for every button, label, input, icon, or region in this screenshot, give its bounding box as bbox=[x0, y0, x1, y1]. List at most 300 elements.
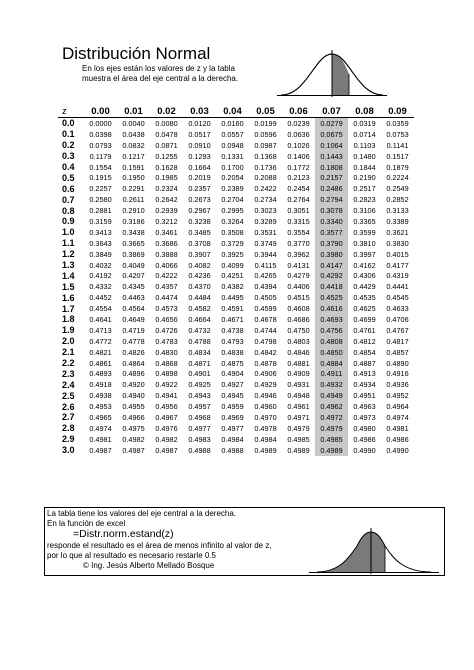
table-cell: 0.1879 bbox=[386, 162, 409, 172]
table-cell: 0.1443 bbox=[315, 151, 348, 162]
table-cell: 0.4978 bbox=[254, 423, 277, 433]
table-cell: 0.3577 bbox=[315, 227, 348, 238]
table-cell: 0.4918 bbox=[89, 380, 112, 390]
table-cell: 0.4974 bbox=[89, 423, 112, 433]
table-cell: 0.3790 bbox=[315, 238, 348, 249]
table-cell: 0.4463 bbox=[122, 293, 145, 303]
table-row bbox=[58, 249, 414, 260]
table-cell: 0.4664 bbox=[188, 314, 211, 324]
table-cell: 0.4192 bbox=[89, 271, 112, 281]
table-cell: 0.4969 bbox=[221, 412, 244, 422]
column-header: 0.07 bbox=[322, 105, 341, 117]
table-cell: 0.3159 bbox=[89, 216, 112, 226]
table-cell: 0.4798 bbox=[254, 336, 277, 346]
table-cell: 0.4678 bbox=[254, 314, 277, 324]
table-cell: 0.4989 bbox=[254, 445, 277, 455]
table-cell: 0.4884 bbox=[315, 358, 348, 369]
table-cell: 0.4049 bbox=[122, 260, 145, 270]
table-cell: 0.3186 bbox=[122, 216, 145, 226]
excel-formula: =Distr.norm.estand(z) bbox=[73, 528, 174, 540]
z-value: 2.3 bbox=[62, 368, 75, 379]
table-cell: 0.4357 bbox=[155, 282, 178, 292]
table-cell: 0.2486 bbox=[315, 183, 348, 194]
table-cell: 0.4292 bbox=[315, 270, 348, 281]
table-cell: 0.1179 bbox=[89, 151, 112, 161]
table-cell: 0.4932 bbox=[315, 379, 348, 390]
table-row bbox=[58, 162, 414, 173]
table-row bbox=[58, 151, 414, 162]
z-value: 0.5 bbox=[62, 172, 75, 183]
table-cell: 0.3962 bbox=[287, 249, 310, 259]
table-row bbox=[58, 325, 414, 336]
table-cell: 0.4940 bbox=[122, 391, 145, 401]
table-cell: 0.4948 bbox=[287, 391, 310, 401]
table-cell: 0.2642 bbox=[155, 195, 178, 205]
table-cell: 0.4985 bbox=[315, 434, 348, 445]
table-cell: 0.0478 bbox=[155, 129, 178, 139]
table-cell: 0.0239 bbox=[282, 118, 315, 129]
table-cell: 0.4990 bbox=[386, 445, 409, 455]
z-value: 2.1 bbox=[62, 347, 75, 358]
table-cell: 0.4941 bbox=[155, 391, 178, 401]
table-cell: 0.0948 bbox=[221, 140, 244, 150]
table-cell: 0.1591 bbox=[122, 162, 145, 172]
table-cell: 0.3461 bbox=[155, 227, 178, 237]
table-cell: 0.4808 bbox=[315, 336, 348, 347]
table-cell: 0.4936 bbox=[386, 380, 409, 390]
table-cell: 0.4857 bbox=[386, 347, 409, 357]
table-row bbox=[58, 194, 414, 205]
table-cell: 0.4927 bbox=[221, 380, 244, 390]
table-cell: 0.4982 bbox=[155, 434, 178, 444]
table-cell: 0.3389 bbox=[386, 216, 409, 226]
table-cell: 0.3078 bbox=[315, 205, 348, 216]
table-cell: 0.3729 bbox=[221, 238, 244, 248]
table-cell: 0.4222 bbox=[155, 271, 178, 281]
table-cell: 0.3686 bbox=[155, 238, 178, 248]
z-value: 1.5 bbox=[62, 281, 75, 292]
table-cell: 0.4162 bbox=[353, 260, 376, 270]
z-value: 1.0 bbox=[62, 227, 75, 238]
table-cell: 0.3980 bbox=[315, 249, 348, 260]
table-cell: 0.3051 bbox=[287, 206, 310, 216]
table-cell: 0.2881 bbox=[89, 206, 112, 216]
table-cell: 0.4803 bbox=[287, 336, 310, 346]
table-cell: 0.4911 bbox=[315, 368, 348, 379]
table-cell: 0.4955 bbox=[122, 402, 145, 412]
table-cell: 0.4868 bbox=[155, 358, 178, 368]
table-cell: 0.0793 bbox=[89, 140, 112, 150]
table-row bbox=[58, 281, 414, 292]
table-cell: 0.1331 bbox=[221, 151, 244, 161]
table-row bbox=[58, 205, 414, 216]
table-row bbox=[58, 216, 414, 227]
table-cell: 0.4964 bbox=[386, 402, 409, 412]
table-cell: 0.3621 bbox=[386, 227, 409, 237]
table-cell: 0.4963 bbox=[353, 402, 376, 412]
table-cell: 0.4177 bbox=[386, 260, 409, 270]
table-row bbox=[58, 260, 414, 271]
table-row bbox=[58, 423, 414, 434]
table-cell: 0.4573 bbox=[155, 304, 178, 314]
table-cell: 0.0120 bbox=[183, 118, 216, 129]
table-row bbox=[58, 368, 414, 379]
table-cell: 0.2019 bbox=[188, 173, 211, 183]
table-cell: 0.4981 bbox=[89, 434, 112, 444]
table-row bbox=[58, 412, 414, 423]
table-cell: 0.3264 bbox=[221, 216, 244, 226]
table-row bbox=[58, 172, 414, 183]
table-cell: 0.0517 bbox=[188, 129, 211, 139]
table-cell: 0.0987 bbox=[254, 140, 277, 150]
table-cell: 0.3944 bbox=[254, 249, 277, 259]
z-value: 1.7 bbox=[62, 303, 75, 314]
table-cell: 0.4767 bbox=[386, 325, 409, 335]
table-cell: 0.4265 bbox=[254, 271, 277, 281]
table-cell: 0.0319 bbox=[348, 118, 381, 129]
table-cell: 0.3340 bbox=[315, 216, 348, 227]
column-header: 0.00 bbox=[91, 105, 110, 117]
z-value: 1.9 bbox=[62, 325, 75, 336]
table-cell: 0.1103 bbox=[353, 140, 376, 150]
table-row bbox=[58, 270, 414, 281]
table-cell: 0.2910 bbox=[122, 206, 145, 216]
table-cell: 0.0438 bbox=[122, 129, 145, 139]
table-cell: 0.4732 bbox=[188, 325, 211, 335]
table-cell: 0.4981 bbox=[386, 423, 409, 433]
table-cell: 0.4616 bbox=[315, 303, 348, 314]
table-cell: 0.1844 bbox=[353, 162, 376, 172]
table-cell: 0.4987 bbox=[155, 445, 178, 455]
table-cell: 0.4633 bbox=[386, 304, 409, 314]
note-line-3: responde el resultado es el área de menos infinito al valor de z, bbox=[47, 541, 272, 550]
table-cell: 0.4599 bbox=[254, 304, 277, 314]
note-line-4: por lo que al resultado es necesario restarle 0.5 bbox=[47, 551, 216, 560]
table-cell: 0.4608 bbox=[287, 304, 310, 314]
table-cell: 0.4968 bbox=[188, 412, 211, 422]
z-value: 1.6 bbox=[62, 292, 75, 303]
table-cell: 0.4957 bbox=[188, 402, 211, 412]
bell-curve-bottom-figure bbox=[309, 526, 439, 576]
table-cell: 0.3508 bbox=[221, 227, 244, 237]
table-cell: 0.4951 bbox=[353, 391, 376, 401]
z-value: 0.4 bbox=[62, 162, 75, 172]
table-cell: 0.4986 bbox=[386, 434, 409, 444]
table-cell: 0.0871 bbox=[155, 140, 178, 150]
table-cell: 0.2794 bbox=[315, 194, 348, 205]
table-cell: 0.4713 bbox=[89, 325, 112, 335]
column-header: 0.04 bbox=[223, 105, 242, 117]
table-cell: 0.4960 bbox=[254, 402, 277, 412]
table-cell: 0.1026 bbox=[287, 140, 310, 150]
table-cell: 0.4985 bbox=[287, 434, 310, 444]
table-cell: 0.1293 bbox=[188, 151, 211, 161]
table-cell: 0.3925 bbox=[221, 249, 244, 259]
table-cell: 0.4962 bbox=[315, 401, 348, 412]
table-cell: 0.1736 bbox=[254, 162, 277, 172]
table-cell: 0.4979 bbox=[287, 423, 310, 433]
table-cell: 0.0675 bbox=[315, 129, 348, 140]
table-cell: 0.4750 bbox=[287, 325, 310, 335]
table-cell: 0.4706 bbox=[386, 314, 409, 324]
table-cell: 0.3599 bbox=[353, 227, 376, 237]
table-cell: 0.0636 bbox=[287, 129, 310, 139]
table-cell: 0.4881 bbox=[287, 358, 310, 368]
table-cell: 0.4699 bbox=[353, 314, 376, 324]
table-cell: 0.3106 bbox=[353, 206, 376, 216]
z-value: 0.8 bbox=[62, 205, 75, 216]
table-cell: 0.4971 bbox=[287, 412, 310, 422]
table-cell: 0.4906 bbox=[254, 369, 277, 379]
table-cell: 0.3997 bbox=[353, 249, 376, 259]
table-cell: 0.4861 bbox=[89, 358, 112, 368]
table-cell: 0.2673 bbox=[188, 195, 211, 205]
table-cell: 0.0557 bbox=[221, 129, 244, 139]
column-header: 0.05 bbox=[256, 105, 275, 117]
table-cell: 0.4406 bbox=[287, 282, 310, 292]
table-cell: 0.2422 bbox=[254, 184, 277, 194]
table-cell: 0.4984 bbox=[254, 434, 277, 444]
table-row bbox=[58, 379, 414, 390]
z-value: 1.4 bbox=[62, 270, 75, 281]
table-cell: 0.4987 bbox=[122, 445, 145, 455]
table-cell: 0.3315 bbox=[287, 216, 310, 226]
table-row bbox=[58, 227, 414, 238]
note-line-2: En la función de excel bbox=[47, 519, 126, 528]
table-cell: 0.3438 bbox=[122, 227, 145, 237]
table-cell: 0.1406 bbox=[287, 151, 310, 161]
table-cell: 0.4726 bbox=[155, 325, 178, 335]
table-cell: 0.2823 bbox=[353, 195, 376, 205]
table-cell: 0.4949 bbox=[315, 390, 348, 401]
table-cell: 0.2549 bbox=[386, 184, 409, 194]
table-cell: 0.4842 bbox=[254, 347, 277, 357]
table-cell: 0.1517 bbox=[386, 151, 409, 161]
table-cell: 0.2190 bbox=[353, 173, 376, 183]
column-header: 0.06 bbox=[289, 105, 308, 117]
table-cell: 0.4788 bbox=[188, 336, 211, 346]
table-cell: 0.0160 bbox=[216, 118, 249, 129]
table-cell: 0.4990 bbox=[353, 445, 376, 455]
table-cell: 0.3212 bbox=[155, 216, 178, 226]
table-cell: 0.1772 bbox=[287, 162, 310, 172]
table-cell: 0.2054 bbox=[221, 173, 244, 183]
z-value: 0.6 bbox=[62, 183, 75, 194]
table-cell: 0.4959 bbox=[221, 402, 244, 412]
table-cell: 0.4418 bbox=[315, 281, 348, 292]
table-cell: 0.4966 bbox=[122, 412, 145, 422]
table-cell: 0.4984 bbox=[221, 434, 244, 444]
table-row bbox=[58, 390, 414, 401]
column-header: 0.08 bbox=[355, 105, 374, 117]
table-cell: 0.4904 bbox=[221, 369, 244, 379]
z-value: 0.9 bbox=[62, 216, 75, 227]
table-cell: 0.4953 bbox=[89, 402, 112, 412]
table-cell: 0.4319 bbox=[386, 271, 409, 281]
table-cell: 0.3849 bbox=[89, 249, 112, 259]
table-cell: 0.1368 bbox=[254, 151, 277, 161]
table-cell: 0.4952 bbox=[386, 391, 409, 401]
table-cell: 0.3810 bbox=[353, 238, 376, 248]
table-cell: 0.4890 bbox=[386, 358, 409, 368]
table-cell: 0.1554 bbox=[89, 162, 112, 172]
table-cell: 0.3643 bbox=[89, 238, 112, 248]
table-cell: 0.4429 bbox=[353, 282, 376, 292]
table-cell: 0.2704 bbox=[221, 195, 244, 205]
table-cell: 0.4989 bbox=[287, 445, 310, 455]
table-cell: 0.3133 bbox=[386, 206, 409, 216]
table-cell: 0.4535 bbox=[353, 293, 376, 303]
table-cell: 0.1808 bbox=[315, 162, 348, 173]
table-cell: 0.4099 bbox=[221, 260, 244, 270]
table-cell: 0.4817 bbox=[386, 336, 409, 346]
table-cell: 0.3869 bbox=[122, 249, 145, 259]
table-cell: 0.4961 bbox=[287, 402, 310, 412]
subtitle: En los ejes están los valores de z y la tabla muestra el área del eje central a la derecha. bbox=[82, 64, 239, 83]
table-cell: 0.4649 bbox=[122, 314, 145, 324]
table-cell: 0.4896 bbox=[122, 369, 145, 379]
table-cell: 0.4821 bbox=[89, 347, 112, 357]
table-cell: 0.0398 bbox=[89, 129, 112, 139]
table-cell: 0.4838 bbox=[221, 347, 244, 357]
z-value: 2.8 bbox=[62, 423, 75, 434]
z-value: 1.3 bbox=[62, 260, 75, 271]
table-cell: 0.2580 bbox=[89, 195, 112, 205]
z-value: 2.5 bbox=[62, 390, 75, 401]
table-cell: 0.4943 bbox=[188, 391, 211, 401]
table-cell: 0.2852 bbox=[386, 195, 409, 205]
table-cell: 0.3907 bbox=[188, 249, 211, 259]
table-cell: 0.4554 bbox=[89, 304, 112, 314]
table-row bbox=[58, 118, 414, 129]
table-cell: 0.4147 bbox=[315, 260, 348, 271]
table-cell: 0.4970 bbox=[254, 412, 277, 422]
table-cell: 0.4893 bbox=[89, 369, 112, 379]
table-cell: 0.4015 bbox=[386, 249, 409, 259]
column-header: 0.03 bbox=[190, 105, 209, 117]
column-header: 0.02 bbox=[157, 105, 176, 117]
table-cell: 0.1915 bbox=[89, 173, 112, 183]
table-row bbox=[58, 292, 414, 303]
table-cell: 0.4973 bbox=[353, 412, 376, 422]
table-cell: 0.4846 bbox=[287, 347, 310, 357]
table-cell: 0.4850 bbox=[315, 347, 348, 358]
table-row bbox=[58, 358, 414, 369]
table-cell: 0.4986 bbox=[353, 434, 376, 444]
table-cell: 0.1985 bbox=[155, 173, 178, 183]
z-value: 0.0 bbox=[58, 118, 84, 129]
table-cell: 0.1950 bbox=[122, 173, 145, 183]
table-cell: 0.3770 bbox=[287, 238, 310, 248]
table-cell: 0.4693 bbox=[315, 314, 348, 325]
table-cell: 0.2257 bbox=[89, 184, 112, 194]
table-cell: 0.4977 bbox=[188, 423, 211, 433]
table-cell: 0.4956 bbox=[155, 402, 178, 412]
table-cell: 0.1141 bbox=[386, 140, 409, 150]
table-cell: 0.4625 bbox=[353, 304, 376, 314]
table-row bbox=[58, 401, 414, 412]
table-cell: 0.4032 bbox=[89, 260, 112, 270]
table-cell: 0.4236 bbox=[188, 271, 211, 281]
table-cell: 0.3023 bbox=[254, 206, 277, 216]
table-cell: 0.4938 bbox=[89, 391, 112, 401]
table-cell: 0.4979 bbox=[315, 423, 348, 434]
table-cell: 0.4207 bbox=[122, 271, 145, 281]
table-cell: 0.4761 bbox=[353, 325, 376, 335]
table-cell: 0.3531 bbox=[254, 227, 277, 237]
table-cell: 0.4671 bbox=[221, 314, 244, 324]
z-value: 2.0 bbox=[62, 336, 75, 347]
bell-curve-top-figure bbox=[277, 50, 387, 98]
table-cell: 0.4887 bbox=[353, 358, 376, 368]
z-value: 2.2 bbox=[62, 358, 75, 369]
table-row bbox=[58, 303, 414, 314]
table-row bbox=[58, 238, 414, 249]
table-cell: 0.3749 bbox=[254, 238, 277, 248]
table-cell: 0.0910 bbox=[188, 140, 211, 150]
table-cell: 0.4878 bbox=[254, 358, 277, 368]
table-cell: 0.4929 bbox=[254, 380, 277, 390]
table-cell: 0.1064 bbox=[315, 140, 348, 151]
table-cell: 0.4495 bbox=[221, 293, 244, 303]
table-row bbox=[58, 347, 414, 358]
table-cell: 0.0279 bbox=[315, 118, 348, 129]
table-cell: 0.4976 bbox=[155, 423, 178, 433]
table-cell: 0.4332 bbox=[89, 282, 112, 292]
table-cell: 0.4306 bbox=[353, 271, 376, 281]
table-cell: 0.4772 bbox=[89, 336, 112, 346]
table-cell: 0.4988 bbox=[188, 445, 211, 455]
table-cell: 0.4783 bbox=[155, 336, 178, 346]
table-cell: 0.4778 bbox=[122, 336, 145, 346]
table-cell: 0.2291 bbox=[122, 184, 145, 194]
table-cell: 0.4812 bbox=[353, 336, 376, 346]
table-cell: 0.4898 bbox=[155, 369, 178, 379]
note-line-1: La tabla tiene los valores del eje central a la derecha. bbox=[47, 509, 237, 518]
table-cell: 0.0596 bbox=[254, 129, 277, 139]
table-cell: 0.3485 bbox=[188, 227, 211, 237]
table-cell: 0.4545 bbox=[386, 293, 409, 303]
table-cell: 0.2357 bbox=[188, 184, 211, 194]
table-cell: 0.0359 bbox=[381, 118, 414, 129]
table-cell: 0.4934 bbox=[353, 380, 376, 390]
column-header: 0.09 bbox=[388, 105, 407, 117]
table-cell: 0.0040 bbox=[117, 118, 150, 129]
table-cell: 0.4066 bbox=[155, 260, 178, 270]
z-value: 3.0 bbox=[62, 445, 75, 456]
table-cell: 0.4901 bbox=[188, 369, 211, 379]
z-value: 1.8 bbox=[62, 314, 75, 325]
table-cell: 0.4641 bbox=[89, 314, 112, 324]
table-cell: 0.1255 bbox=[155, 151, 178, 161]
table-cell: 0.4744 bbox=[254, 325, 277, 335]
table-cell: 0.3413 bbox=[89, 227, 112, 237]
table-cell: 0.4382 bbox=[221, 282, 244, 292]
table-cell: 0.4474 bbox=[155, 293, 178, 303]
column-header: 0.01 bbox=[124, 105, 143, 117]
table-cell: 0.4082 bbox=[188, 260, 211, 270]
table-cell: 0.4452 bbox=[89, 293, 112, 303]
z-value: 0.2 bbox=[62, 140, 75, 151]
table-cell: 0.0714 bbox=[353, 129, 376, 139]
table-cell: 0.0080 bbox=[150, 118, 183, 129]
author-credit: © Ing. Jesús Alberto Mellado Bosque bbox=[83, 561, 215, 570]
table-cell: 0.4975 bbox=[122, 423, 145, 433]
table-cell: 0.3830 bbox=[386, 238, 409, 248]
z-value: 2.9 bbox=[62, 434, 75, 445]
table-cell: 0.4345 bbox=[122, 282, 145, 292]
table-cell: 0.4977 bbox=[221, 423, 244, 433]
